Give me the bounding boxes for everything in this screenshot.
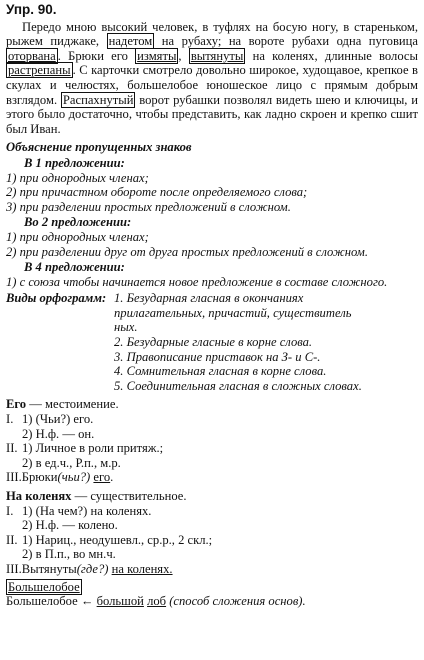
roman-numeral: I. xyxy=(6,412,14,427)
parse-ego-heading xyxy=(6,397,418,412)
boxed-word: оторвана xyxy=(8,48,56,63)
parse-text: 1) Личное в роли притяж.; xyxy=(22,441,164,456)
question: (где?) xyxy=(76,561,109,576)
boxed-word: надетом xyxy=(108,34,153,49)
parse-text: Брюки xyxy=(21,470,58,485)
boxed-word: измяты xyxy=(137,48,177,63)
list-item: 2) при разделении друг от друга простых предложений в сложном. xyxy=(6,244,368,259)
parse-line xyxy=(6,412,418,427)
parse-line xyxy=(6,518,418,533)
parse-text: Вытянуты xyxy=(21,561,77,576)
parse-line xyxy=(6,470,418,485)
list-item: ных. xyxy=(114,320,138,335)
word-formation-block xyxy=(6,580,418,609)
roman-numeral: II. xyxy=(6,532,18,547)
part-of-speech: — существительное. xyxy=(71,489,187,503)
underlined-word: на коленях. xyxy=(111,561,173,576)
parse-text: 1) (Чьи?) его. xyxy=(22,412,94,427)
roman-numeral xyxy=(6,427,22,442)
exercise-title: Упр. 90. xyxy=(6,2,57,17)
underlined-word: большой xyxy=(96,594,144,609)
list-item: 3. Правописание приставок на З- и С-. xyxy=(114,349,321,364)
roman-numeral: I. xyxy=(6,503,14,518)
boxed-word: растрепаны xyxy=(8,63,71,78)
roman-numeral xyxy=(6,518,22,533)
part-of-speech: — местоимение. xyxy=(26,397,119,412)
parse-line xyxy=(6,533,418,548)
parse-text: 1) (На чем?) на коленях. xyxy=(22,503,152,518)
parse-line xyxy=(6,441,418,456)
parse-kolenyah-heading xyxy=(6,489,418,504)
list-item: 2) при причастном обороте после определяемого слова; xyxy=(6,185,308,200)
exercise-text xyxy=(6,20,418,137)
roman-numeral xyxy=(6,456,22,471)
parse-line xyxy=(6,427,418,442)
parse-text: 1) Нариц., неодушевл., ср.р., 2 скл.; xyxy=(22,532,213,547)
boxed-word: Распахнутый xyxy=(62,92,134,107)
orthograms-label: Виды орфограмм: xyxy=(6,291,107,306)
parse-line xyxy=(6,547,418,562)
text-part: на коленях, длинные волосы xyxy=(245,48,418,63)
parsed-word: На коленях xyxy=(6,489,72,503)
parse-text: 2) в П.п., во мн.ч. xyxy=(22,547,116,562)
roman-numeral: III. xyxy=(6,470,22,485)
punct: . xyxy=(110,470,114,485)
list-item: 5. Соединительная гласная в сложных словах. xyxy=(114,378,362,393)
explanation-heading: Объяснение пропущенных знаков xyxy=(6,140,192,155)
orthograms-list xyxy=(114,291,418,393)
method-note: (способ сложения основ). xyxy=(166,594,306,609)
question: (чьи?) xyxy=(57,470,91,485)
word-formation-word xyxy=(6,580,418,595)
underlined-word: лоб xyxy=(147,594,167,609)
list-item: 1) при однородных членах; xyxy=(6,229,149,244)
list-item: прилагательных, причастий, существитель xyxy=(114,305,352,320)
list-item: 1) с союза чтобы начинается новое предложение в составе сложного. xyxy=(6,274,388,289)
roman-numeral xyxy=(6,547,22,562)
sentence-2-heading: Во 2 предложении: xyxy=(24,215,132,230)
list-item: 2. Безударные гласные в корне слова. xyxy=(114,335,313,350)
list-item: 1) при однородных членах; xyxy=(6,170,149,185)
parse-text: 2) Н.ф. — колено. xyxy=(22,518,118,533)
text-part: , xyxy=(178,48,189,63)
parse-line xyxy=(6,504,418,519)
word-formation-line xyxy=(6,594,418,609)
parse-line xyxy=(6,562,418,577)
text-part: ворот рубашки позволял видеть шею и ключицы, и этого было достаточно, чтобы представить, как ладно скроен и крепко сшит был Иван. xyxy=(6,92,418,136)
parsed-word: Его xyxy=(6,397,27,412)
sentence-4-heading: В 4 предложении: xyxy=(24,260,125,275)
roman-numeral: III. xyxy=(6,561,22,576)
parse-text: 2) в ед.ч., Р.п., м.р. xyxy=(22,455,121,470)
parse-text: Большелобое ← xyxy=(6,594,97,609)
text-part: на рубаху; на вороте рубахи одна пуговица xyxy=(154,34,418,49)
text-part: . Брюки его xyxy=(57,48,136,63)
list-item: 4. Сомнительная гласная в корне слова. xyxy=(114,364,327,379)
text-part: . С карточки смотрело довольно широкое, худощавое, крепкое в скулах и челюстях, большелобое юношеское лицо с прямым добрым взглядом. xyxy=(6,63,418,107)
roman-numeral: II. xyxy=(6,441,18,456)
underlined-word: его xyxy=(93,470,111,485)
list-item: 1. Безударная гласная в окончаниях xyxy=(114,291,304,306)
parse-line xyxy=(6,456,418,471)
boxed-word: Большелобое xyxy=(8,579,80,594)
boxed-word: вытянуты xyxy=(190,48,244,63)
text-part: Передо мною высокий человек, в туфлях на босую ногу, в стареньком, рыжем пиджаке, xyxy=(6,19,418,49)
sentence-1-heading: В 1 предложении: xyxy=(24,155,125,170)
orthograms-block xyxy=(6,291,418,393)
list-item: 3) при разделении простых предложений в сложном. xyxy=(6,199,291,214)
parse-text: 2) Н.ф. — он. xyxy=(22,426,95,441)
